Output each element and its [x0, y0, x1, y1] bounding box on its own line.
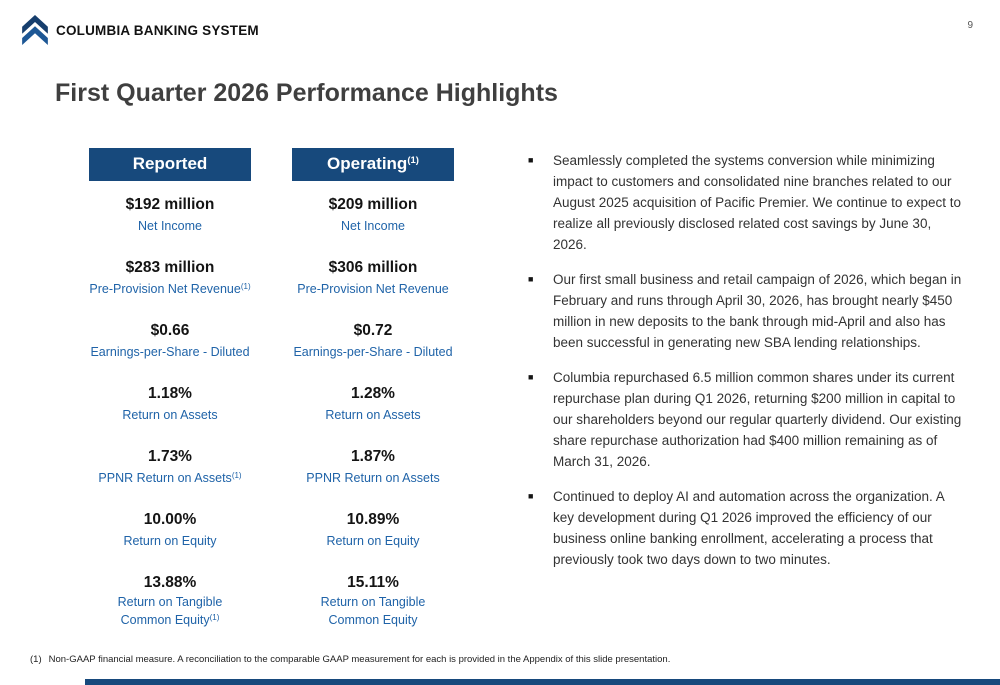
label-footnote-sup: (1): [240, 282, 251, 291]
column-header-operating: [292, 148, 454, 181]
footnote-text: Non-GAAP financial measure. A reconciliation to the comparable GAAP measurement for each is provided in the Appendix of this slide presentation.: [48, 654, 671, 665]
column-header-label: Operating: [327, 154, 408, 173]
metric-value: $306 million: [328, 259, 418, 276]
metric-label-text: Earnings-per-Share - Diluted: [90, 345, 250, 359]
column-header-label: Reported: [132, 154, 208, 173]
metric-label: [273, 216, 473, 234]
metric-label-text: Pre-Provision Net Revenue: [89, 282, 241, 296]
bullet-text: Continued to deploy AI and automation across the organization. A key development during Q1 2026 improved the efficiency of our business online banking enrollment, accelerating a process that previously took two days down to two minutes.: [553, 489, 945, 567]
square-bullet-icon: ■: [528, 274, 534, 284]
list-item: [528, 486, 968, 570]
metric-rotce: [70, 572, 270, 628]
list-item: [528, 367, 968, 472]
bullet-text: Seamlessly completed the systems conversion while minimizing impact to customers and consolidated nine branches related to our August 2025 acquisition of Pacific Premier. We continue to expect to realize all previously disclosed related cost savings by June 30, 2026.: [553, 153, 961, 252]
metric-value: 1.73%: [148, 448, 192, 465]
bullet-text: Our first small business and retail campaign of 2026, which began in February and runs through April 30, 2026, has brought nearly $450 million in new deposits to the bank through mid-April and also has been successful in generating new SBA lending relationships.: [553, 272, 962, 350]
metric-label-text: Pre-Provision Net Revenue: [297, 282, 449, 296]
metric-label-text: PPNR Return on Assets: [98, 471, 232, 485]
metric-label: [70, 279, 270, 297]
header-footnote-sup: (1): [407, 155, 419, 166]
metric-value: 1.18%: [148, 385, 192, 402]
brand-header: [22, 15, 259, 45]
metric-label-text: Return on Assets: [122, 408, 218, 422]
footnote: [30, 654, 670, 665]
metric-value: 1.28%: [351, 385, 395, 402]
metric-value: 10.89%: [346, 511, 400, 528]
square-bullet-icon: ■: [528, 155, 534, 165]
metric-value: $209 million: [328, 196, 418, 213]
metric-label: [273, 279, 473, 297]
metric-ppnr: [273, 257, 473, 297]
bottom-accent-bar: [85, 679, 1000, 685]
metric-value: 10.00%: [143, 511, 197, 528]
metric-ppnr-roa: [273, 446, 473, 486]
metric-label-text: Return on Tangible Common Equity: [117, 595, 223, 627]
metric-label-text: Return on Tangible Common Equity: [320, 595, 426, 627]
metric-label-text: Return on Equity: [123, 534, 217, 548]
square-bullet-icon: ■: [528, 491, 534, 501]
metric-roe: [70, 509, 270, 549]
metric-value: 15.11%: [347, 574, 399, 591]
label-footnote-sup: (1): [231, 471, 242, 480]
metric-roa: [70, 383, 270, 423]
metric-net-income: [70, 194, 270, 234]
metric-value: $0.72: [353, 322, 393, 339]
reported-metrics-list: [70, 194, 270, 628]
metric-eps: [70, 320, 270, 360]
metric-label: [70, 468, 270, 486]
reported-column: [70, 148, 270, 628]
metric-label: [273, 405, 473, 423]
list-item: [528, 150, 968, 255]
brand-name: COLUMBIA BANKING SYSTEM: [56, 22, 259, 38]
metric-label-text: Net Income: [341, 219, 405, 233]
footnote-marker: (1): [30, 654, 42, 665]
metric-roa: [273, 383, 473, 423]
highlights-bullet-list: [528, 150, 968, 584]
metric-value: $0.66: [150, 322, 190, 339]
square-bullet-icon: ■: [528, 372, 534, 382]
metric-label: [273, 342, 473, 360]
bullet-text: Columbia repurchased 6.5 million common shares under its current repurchase plan during Q1 2026, returning $200 million in capital to our shareholders beyond our regular quarterly dividend. Our existing share repurchase authorization had $400 million remaining as of March 31, 2026.: [553, 370, 962, 469]
metric-label: [70, 405, 270, 423]
metric-label: [108, 594, 233, 628]
label-footnote-sup: (1): [209, 613, 220, 622]
metric-label: [273, 468, 473, 486]
operating-column: [273, 148, 473, 628]
slide-page-number: 9: [967, 20, 973, 31]
metric-label: [273, 531, 473, 549]
metric-label-text: Return on Equity: [326, 534, 420, 548]
metric-label-text: Net Income: [138, 219, 202, 233]
metric-label: [70, 531, 270, 549]
metric-rotce: [273, 572, 473, 628]
metric-eps: [273, 320, 473, 360]
metric-label-text: Earnings-per-Share - Diluted: [293, 345, 453, 359]
operating-metrics-list: [273, 194, 473, 628]
metric-label: [70, 216, 270, 234]
metric-value: 13.88%: [143, 574, 197, 591]
metric-label: [70, 342, 270, 360]
metric-value: $283 million: [125, 259, 215, 276]
metric-label-text: Return on Assets: [325, 408, 421, 422]
columbia-double-chevron-logo-icon: [22, 15, 48, 45]
metric-net-income: [273, 194, 473, 234]
page-title: First Quarter 2026 Performance Highlights: [55, 79, 558, 107]
column-header-reported: [89, 148, 251, 181]
metric-ppnr: [70, 257, 270, 297]
metric-value: 1.87%: [351, 448, 395, 465]
metric-label-text: PPNR Return on Assets: [306, 471, 440, 485]
list-item: [528, 269, 968, 353]
metric-value: $192 million: [125, 196, 215, 213]
metric-roe: [273, 509, 473, 549]
metric-label: [311, 594, 436, 628]
metric-ppnr-roa: [70, 446, 270, 486]
